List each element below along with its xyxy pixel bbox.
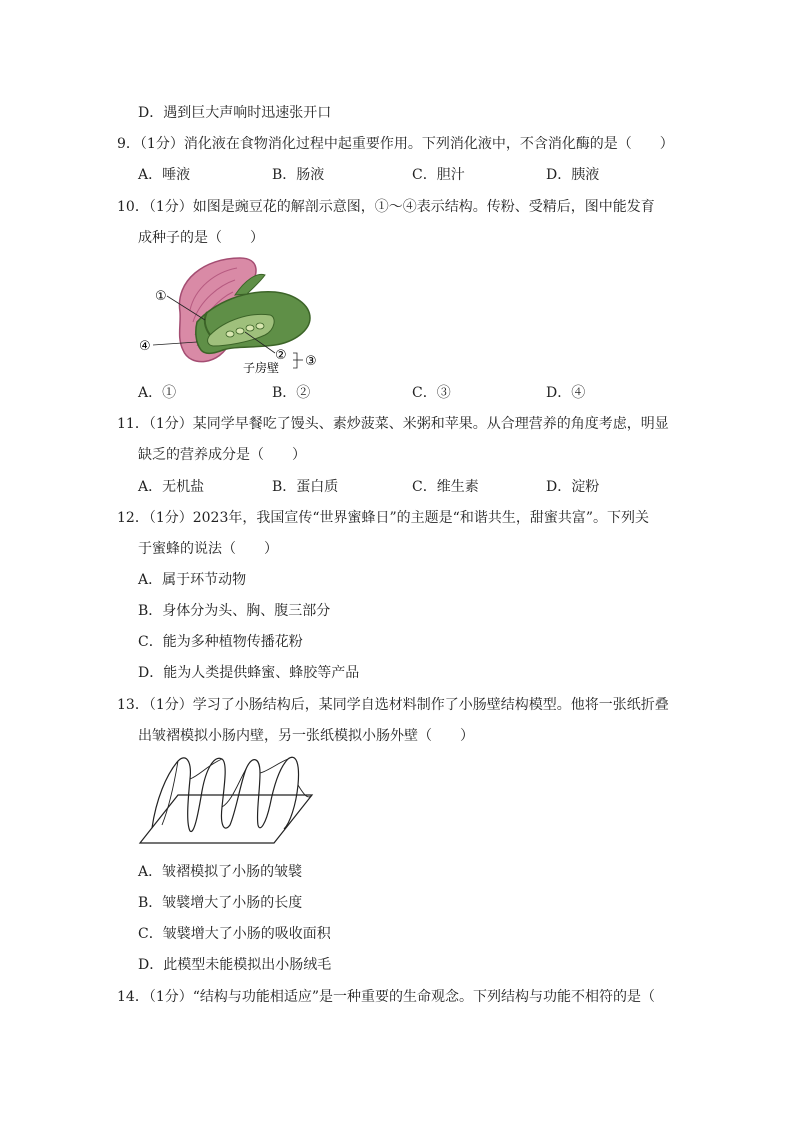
q10-stem-line1: 10．（1分）如图是豌豆花的解剖示意图，①～④表示结构。传粉、受精后，图中能发育 xyxy=(117,199,655,215)
q12-option-c: C．能为多种植物传播花粉 xyxy=(138,634,303,650)
q10-option-c: C．③ xyxy=(412,385,451,401)
fig-label-1: ① xyxy=(155,289,167,304)
q9-option-c: C．胆汁 xyxy=(412,167,465,183)
intestine-wall-model-figure xyxy=(138,755,313,845)
q10-option-d: D．④ xyxy=(546,385,586,401)
q11-option-d: D．淀粉 xyxy=(546,479,600,495)
q11-option-b: B．蛋白质 xyxy=(272,479,339,495)
q13-option-c: C．皱襞增大了小肠的吸收面积 xyxy=(138,926,331,942)
q12-option-a: A．属于环节动物 xyxy=(138,572,247,588)
fig-label-2: ② xyxy=(275,348,287,363)
q9-option-d: D．胰液 xyxy=(546,167,600,183)
q12-stem-line1: 12．（1分）2023年，我国宣传“世界蜜蜂日”的主题是“和谐共生，甜蜜共富”。下列关 xyxy=(117,510,649,526)
fig-label-ovary-wall: 子房壁 xyxy=(243,361,280,375)
q9-option-a: A．唾液 xyxy=(138,167,191,183)
q11-stem-line1: 11．（1分）某同学早餐吃了馒头、素炒菠菜、米粥和苹果。从合理营养的角度考虑，明显 xyxy=(117,416,669,432)
q13-option-a: A．皱褶模拟了小肠的皱襞 xyxy=(138,864,303,880)
q13-option-d: D．此模型未能模拟出小肠绒毛 xyxy=(138,957,332,973)
q9-stem: 9．（1分）消化液在食物消化过程中起重要作用。下列消化液中，不含消化酶的是（ ） xyxy=(117,136,674,152)
q10-option-a: A．① xyxy=(138,385,177,401)
q8-option-d: D．遇到巨大声响时迅速张开口 xyxy=(138,105,332,121)
q10-option-b: B．② xyxy=(272,385,311,401)
q12-stem-line2: 于蜜蜂的说法（ ） xyxy=(138,541,278,557)
q14-stem-line1: 14．（1分）“结构与功能相适应”是一种重要的生命观念。下列结构与功能不相符的是（ xyxy=(117,989,656,1005)
q13-option-b: B．皱襞增大了小肠的长度 xyxy=(138,895,303,911)
pea-flower-figure xyxy=(135,250,335,375)
q12-option-d: D．能为人类提供蜂蜜、蜂胶等产品 xyxy=(138,665,360,681)
q11-option-a: A．无机盐 xyxy=(138,479,205,495)
q11-stem-line2: 缺乏的营养成分是（ ） xyxy=(138,447,306,463)
q10-stem-line2: 成种子的是（ ） xyxy=(138,230,264,246)
q13-stem-line1: 13．（1分）学习了小肠结构后，某同学自选材料制作了小肠壁结构模型。他将一张纸折叠 xyxy=(117,697,669,713)
q13-stem-line2: 出皱褶模拟小肠内壁，另一张纸模拟小肠外壁（ ） xyxy=(138,728,474,744)
fig-label-4: ④ xyxy=(139,339,151,354)
fig-label-3: ③ xyxy=(305,354,317,369)
q12-option-b: B．身体分为头、胸、腹三部分 xyxy=(138,603,331,619)
q11-option-c: C．维生素 xyxy=(412,479,479,495)
q9-option-b: B．肠液 xyxy=(272,167,325,183)
